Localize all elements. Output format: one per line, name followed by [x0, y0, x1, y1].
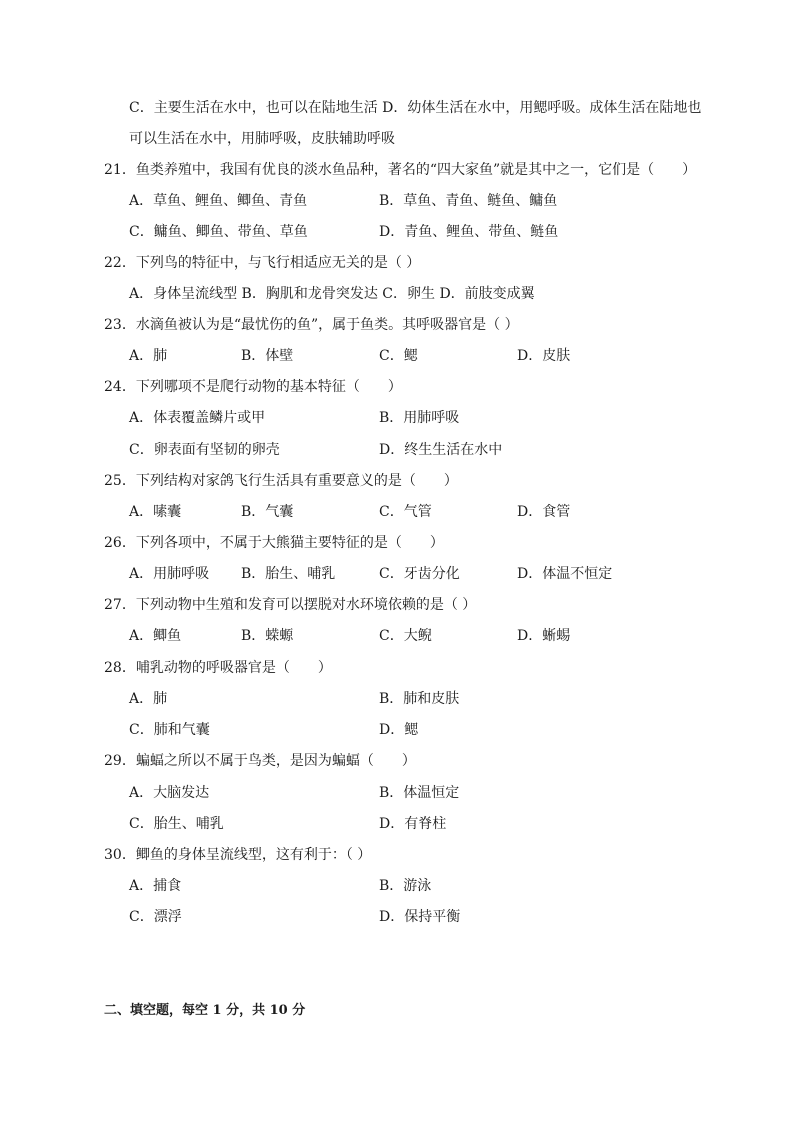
question-26-stem: 26．下列各项中，不属于大熊猫主要特征的是（ ）: [104, 535, 444, 551]
question-23-option-b: B．体壁: [241, 348, 294, 364]
question-21-option-c: C．鳙鱼、鲫鱼、带鱼、草鱼: [129, 224, 308, 240]
question-24-option-a: A．体表覆盖鳞片或甲: [129, 410, 266, 426]
question-26-option-d: D．体温不恒定: [517, 566, 613, 582]
question-22-options: A．身体呈流线型 B．胸肌和龙骨突发达 C．卵生 D．前肢变成翼: [129, 286, 535, 302]
question-29-option-c: C．胎生、哺乳: [129, 816, 224, 832]
question-21-option-d: D．青鱼、鲤鱼、带鱼、鲢鱼: [379, 224, 559, 240]
intro-line-2: 可以生活在水中，用肺呼吸，皮肤辅助呼吸: [129, 131, 395, 147]
question-21-stem: 21．鱼类养殖中，我国有优良的淡水鱼品种，著名的“四大家鱼”就是其中之一，它们是（ ）: [104, 162, 697, 178]
question-30-option-c: C．漂浮: [129, 909, 182, 925]
question-25-option-a: A．嗉囊: [129, 504, 182, 520]
question-24-stem: 24．下列哪项不是爬行动物的基本特征（ ）: [104, 379, 402, 395]
question-23-option-d: D．皮肤: [517, 348, 571, 364]
question-25-option-b: B．气囊: [241, 504, 294, 520]
question-27-option-d: D．蜥蜴: [517, 628, 571, 644]
question-27-option-a: A．鲫鱼: [129, 628, 182, 644]
question-30-option-b: B．游泳: [379, 878, 432, 894]
question-24-option-b: B．用肺呼吸: [379, 410, 460, 426]
question-26-option-b: B．胎生、哺乳: [241, 566, 336, 582]
question-30-option-a: A．捕食: [129, 878, 182, 894]
question-27-option-c: C．大鲵: [379, 628, 432, 644]
question-26-option-c: C．牙齿分化: [379, 566, 460, 582]
intro-line-1: C．主要生活在水中，也可以在陆地生活 D．幼体生活在水中，用鳃呼吸。成体生活在陆地也: [129, 100, 702, 116]
question-25-stem: 25．下列结构对家鸽飞行生活具有重要意义的是（ ）: [104, 473, 458, 489]
question-23-option-a: A．肺: [129, 348, 168, 364]
question-21-option-b: B．草鱼、青鱼、鲢鱼、鳙鱼: [379, 193, 558, 209]
question-30-option-d: D．保持平衡: [379, 909, 461, 925]
section-2-title: 二、填空题，每空 1 分，共 10 分: [104, 1003, 306, 1018]
question-28-option-c: C．肺和气囊: [129, 722, 210, 738]
question-28-option-b: B．肺和皮肤: [379, 691, 460, 707]
question-24-option-d: D．终生生活在水中: [379, 442, 503, 458]
question-25-option-c: C．气管: [379, 504, 432, 520]
question-27-option-b: B．蝾螈: [241, 628, 294, 644]
question-25-option-d: D．食管: [517, 504, 571, 520]
question-28-stem: 28．哺乳动物的呼吸器官是（ ）: [104, 660, 332, 676]
question-28-option-a: A．肺: [129, 691, 168, 707]
question-28-option-d: D．鳃: [379, 722, 419, 738]
question-29-option-a: A．大脑发达: [129, 785, 210, 801]
question-27-stem: 27．下列动物中生殖和发育可以摆脱对水环境依赖的是（ ）: [104, 597, 477, 613]
question-23-stem: 23．水滴鱼被认为是“最忧伤的鱼”，属于鱼类。其呼吸器官是（ ）: [104, 317, 519, 333]
question-30-stem: 30．鲫鱼的身体呈流线型，这有利于：（ ）: [104, 847, 372, 863]
question-22-stem: 22．下列鸟的特征中，与飞行相适应无关的是（ ）: [104, 255, 421, 271]
question-29-stem: 29．蝙蝠之所以不属于鸟类，是因为蝙蝠（ ）: [104, 753, 416, 769]
question-26-option-a: A．用肺呼吸: [129, 566, 210, 582]
question-23-option-c: C．鳃: [379, 348, 418, 364]
question-29-option-b: B．体温恒定: [379, 785, 460, 801]
question-21-option-a: A．草鱼、鲤鱼、鲫鱼、青鱼: [129, 193, 308, 209]
question-24-option-c: C．卵表面有坚韧的卵壳: [129, 442, 280, 458]
question-29-option-d: D．有脊柱: [379, 816, 447, 832]
